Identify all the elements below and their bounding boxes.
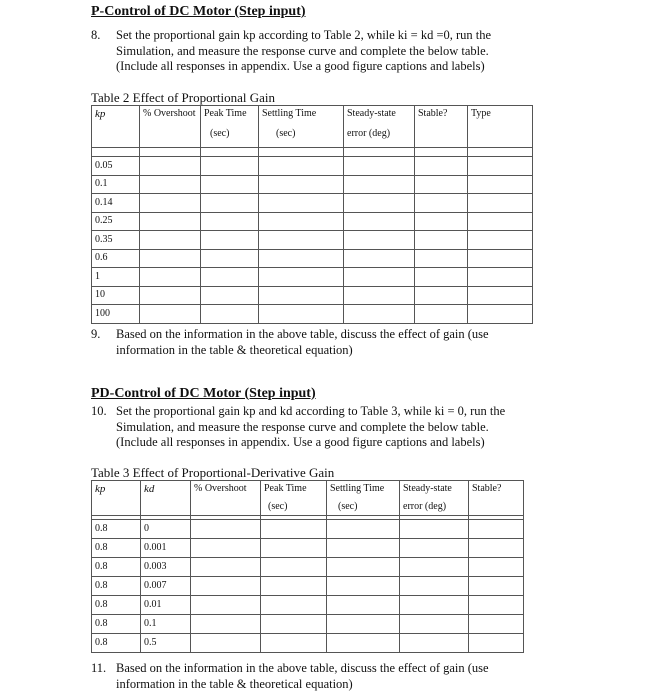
table-row <box>92 157 533 176</box>
empty-answer-cell <box>191 558 261 577</box>
instruction-item-11 <box>91 661 611 695</box>
empty-answer-cell <box>261 539 327 558</box>
empty-answer-cell <box>468 194 533 213</box>
empty-answer-cell <box>261 520 327 539</box>
kp-value-cell: 0.8 <box>92 634 141 653</box>
table-cell <box>344 148 415 157</box>
table-row <box>92 634 524 653</box>
table-cell <box>468 148 533 157</box>
empty-answer-cell <box>201 305 259 324</box>
empty-answer-cell <box>259 175 344 194</box>
empty-answer-cell <box>415 157 468 176</box>
empty-answer-cell <box>468 212 533 231</box>
table-row <box>92 596 524 615</box>
kp-value-cell: 0.6 <box>92 249 140 268</box>
table-row <box>92 268 533 287</box>
empty-answer-cell <box>261 634 327 653</box>
item-line: information in the table & theoretical equation) <box>116 676 353 691</box>
item-number: 9. <box>91 327 101 341</box>
table-row <box>92 539 524 558</box>
table-row <box>92 175 533 194</box>
empty-answer-cell <box>259 305 344 324</box>
empty-answer-cell <box>400 615 469 634</box>
empty-answer-cell <box>415 268 468 287</box>
empty-answer-cell <box>469 558 524 577</box>
empty-answer-cell <box>140 249 201 268</box>
empty-answer-cell <box>201 212 259 231</box>
header-peak-time: Peak Time (sec) <box>261 481 327 516</box>
kp-value-cell: 0.05 <box>92 157 140 176</box>
empty-answer-cell <box>468 268 533 287</box>
empty-answer-cell <box>400 577 469 596</box>
instruction-item-8 <box>91 28 611 78</box>
empty-answer-cell <box>400 596 469 615</box>
empty-answer-cell <box>469 596 524 615</box>
kp-value-cell: 0.25 <box>92 212 140 231</box>
empty-answer-cell <box>259 231 344 250</box>
kp-value-cell: 0.8 <box>92 596 141 615</box>
empty-answer-cell <box>191 520 261 539</box>
empty-answer-cell <box>415 175 468 194</box>
table-row <box>92 520 524 539</box>
empty-answer-cell <box>468 286 533 305</box>
empty-answer-cell <box>327 539 400 558</box>
item-line: (Include all responses in appendix. Use a good figure captions and labels) <box>116 435 485 449</box>
table-cell <box>415 148 468 157</box>
table-row <box>92 558 524 577</box>
item-line: Based on the information in the above table, discuss the effect of gain (use <box>116 661 489 675</box>
item-line: information in the table & theoretical equation) <box>116 342 353 357</box>
empty-answer-cell <box>201 175 259 194</box>
header-overshoot: % Overshoot <box>191 481 261 516</box>
empty-answer-cell <box>400 520 469 539</box>
empty-answer-cell <box>415 305 468 324</box>
table-proportional-derivative-gain <box>91 480 524 653</box>
item-line: Simulation, and measure the response curve and complete the below table. <box>116 419 489 434</box>
kd-value-cell: 0 <box>141 520 191 539</box>
empty-answer-cell <box>140 194 201 213</box>
empty-answer-cell <box>415 286 468 305</box>
kp-value-cell: 10 <box>92 286 140 305</box>
table-row <box>92 194 533 213</box>
empty-answer-cell <box>469 615 524 634</box>
empty-answer-cell <box>415 194 468 213</box>
empty-answer-cell <box>140 157 201 176</box>
header-settling-time: Settling Time (sec) <box>259 106 344 148</box>
kp-value-cell: 100 <box>92 305 140 324</box>
empty-answer-cell <box>327 520 400 539</box>
table-header-row <box>92 106 533 148</box>
section-heading-p-control: P-Control of DC Motor (Step input) <box>91 4 306 19</box>
empty-answer-cell <box>140 175 201 194</box>
empty-answer-cell <box>140 212 201 231</box>
empty-answer-cell <box>140 231 201 250</box>
empty-answer-cell <box>415 231 468 250</box>
kp-value-cell: 0.8 <box>92 520 141 539</box>
kd-value-cell: 0.001 <box>141 539 191 558</box>
empty-answer-cell <box>468 231 533 250</box>
empty-answer-cell <box>259 268 344 287</box>
empty-answer-cell <box>259 212 344 231</box>
empty-answer-cell <box>344 175 415 194</box>
empty-answer-cell <box>201 286 259 305</box>
empty-answer-cell <box>344 194 415 213</box>
table-cell <box>140 148 201 157</box>
header-kp: kp <box>92 106 140 148</box>
empty-answer-cell <box>140 286 201 305</box>
instruction-item-9 <box>91 327 611 361</box>
empty-answer-cell <box>344 249 415 268</box>
empty-answer-cell <box>344 231 415 250</box>
section-heading-pd-control: PD-Control of DC Motor (Step input) <box>91 386 316 401</box>
empty-answer-cell <box>191 634 261 653</box>
table-cell <box>92 148 140 157</box>
header-steady-state-error: Steady-state error (deg) <box>400 481 469 516</box>
empty-answer-cell <box>191 577 261 596</box>
empty-answer-cell <box>201 231 259 250</box>
table-spacer-row <box>92 148 533 157</box>
table-row <box>92 286 533 305</box>
empty-answer-cell <box>259 249 344 268</box>
kp-value-cell: 0.8 <box>92 539 141 558</box>
empty-answer-cell <box>344 157 415 176</box>
empty-answer-cell <box>259 194 344 213</box>
kd-value-cell: 0.01 <box>141 596 191 615</box>
kp-value-cell: 0.8 <box>92 558 141 577</box>
header-steady-state-error: Steady-state error (deg) <box>344 106 415 148</box>
header-type: Type <box>468 106 533 148</box>
empty-answer-cell <box>469 634 524 653</box>
item-number: 10. <box>91 404 107 418</box>
header-kp: kp <box>92 481 141 516</box>
kp-value-cell: 0.35 <box>92 231 140 250</box>
table-row <box>92 615 524 634</box>
table-row <box>92 231 533 250</box>
empty-answer-cell <box>259 157 344 176</box>
empty-answer-cell <box>327 558 400 577</box>
table-caption: Table 2 Effect of Proportional Gain <box>91 90 276 105</box>
instruction-item-10 <box>91 404 611 454</box>
empty-answer-cell <box>261 558 327 577</box>
empty-answer-cell <box>400 634 469 653</box>
empty-answer-cell <box>468 157 533 176</box>
empty-answer-cell <box>468 249 533 268</box>
empty-answer-cell <box>469 520 524 539</box>
kd-value-cell: 0.5 <box>141 634 191 653</box>
item-text <box>116 28 491 75</box>
empty-answer-cell <box>344 268 415 287</box>
item-text <box>116 404 505 451</box>
item-line: Based on the information in the above table, discuss the effect of gain (use <box>116 327 489 341</box>
empty-answer-cell <box>191 539 261 558</box>
empty-answer-cell <box>469 577 524 596</box>
empty-answer-cell <box>191 615 261 634</box>
kp-value-cell: 0.8 <box>92 577 141 596</box>
item-text <box>116 327 489 358</box>
kp-value-cell: 0.8 <box>92 615 141 634</box>
item-line: Set the proportional gain kp according to Table 2, while ki = kd =0, run the <box>116 28 492 42</box>
kp-value-cell: 1 <box>92 268 140 287</box>
table-row <box>92 577 524 596</box>
empty-answer-cell <box>261 596 327 615</box>
empty-answer-cell <box>327 596 400 615</box>
item-line: (Include all responses in appendix. Use a good figure captions and labels) <box>116 59 485 73</box>
header-kd: kd <box>141 481 191 516</box>
item-line: Set the proportional gain kp and kd according to Table 3, while ki = 0, run the <box>116 404 506 418</box>
table-header-row <box>92 481 524 516</box>
empty-answer-cell <box>327 634 400 653</box>
kd-value-cell: 0.007 <box>141 577 191 596</box>
table-row <box>92 249 533 268</box>
item-line: Simulation, and measure the response curve and complete the below table. <box>116 43 489 58</box>
empty-answer-cell <box>468 175 533 194</box>
empty-answer-cell <box>259 286 344 305</box>
table-cell <box>259 148 344 157</box>
item-text <box>116 661 489 692</box>
empty-answer-cell <box>140 305 201 324</box>
table-caption: Table 3 Effect of Proportional-Derivative Gain <box>91 465 335 480</box>
empty-answer-cell <box>327 577 400 596</box>
item-number: 11. <box>91 661 107 675</box>
header-settling-time: Settling Time (sec) <box>327 481 400 516</box>
empty-answer-cell <box>191 596 261 615</box>
empty-answer-cell <box>344 212 415 231</box>
empty-answer-cell <box>261 615 327 634</box>
empty-answer-cell <box>400 539 469 558</box>
empty-answer-cell <box>201 194 259 213</box>
empty-answer-cell <box>468 305 533 324</box>
kd-value-cell: 0.003 <box>141 558 191 577</box>
header-peak-time: Peak Time (sec) <box>201 106 259 148</box>
empty-answer-cell <box>344 305 415 324</box>
kp-value-cell: 0.14 <box>92 194 140 213</box>
table-cell <box>201 148 259 157</box>
table-row <box>92 305 533 324</box>
header-stable: Stable? <box>415 106 468 148</box>
header-overshoot: % Overshoot <box>140 106 201 148</box>
empty-answer-cell <box>469 539 524 558</box>
kd-value-cell: 0.1 <box>141 615 191 634</box>
empty-answer-cell <box>400 558 469 577</box>
header-stable: Stable? <box>469 481 524 516</box>
empty-answer-cell <box>201 249 259 268</box>
empty-answer-cell <box>201 157 259 176</box>
item-number: 8. <box>91 28 101 42</box>
table-row <box>92 212 533 231</box>
empty-answer-cell <box>201 268 259 287</box>
empty-answer-cell <box>415 249 468 268</box>
empty-answer-cell <box>140 268 201 287</box>
kp-value-cell: 0.1 <box>92 175 140 194</box>
empty-answer-cell <box>344 286 415 305</box>
table-proportional-gain <box>91 105 533 324</box>
empty-answer-cell <box>415 212 468 231</box>
empty-answer-cell <box>327 615 400 634</box>
empty-answer-cell <box>261 577 327 596</box>
